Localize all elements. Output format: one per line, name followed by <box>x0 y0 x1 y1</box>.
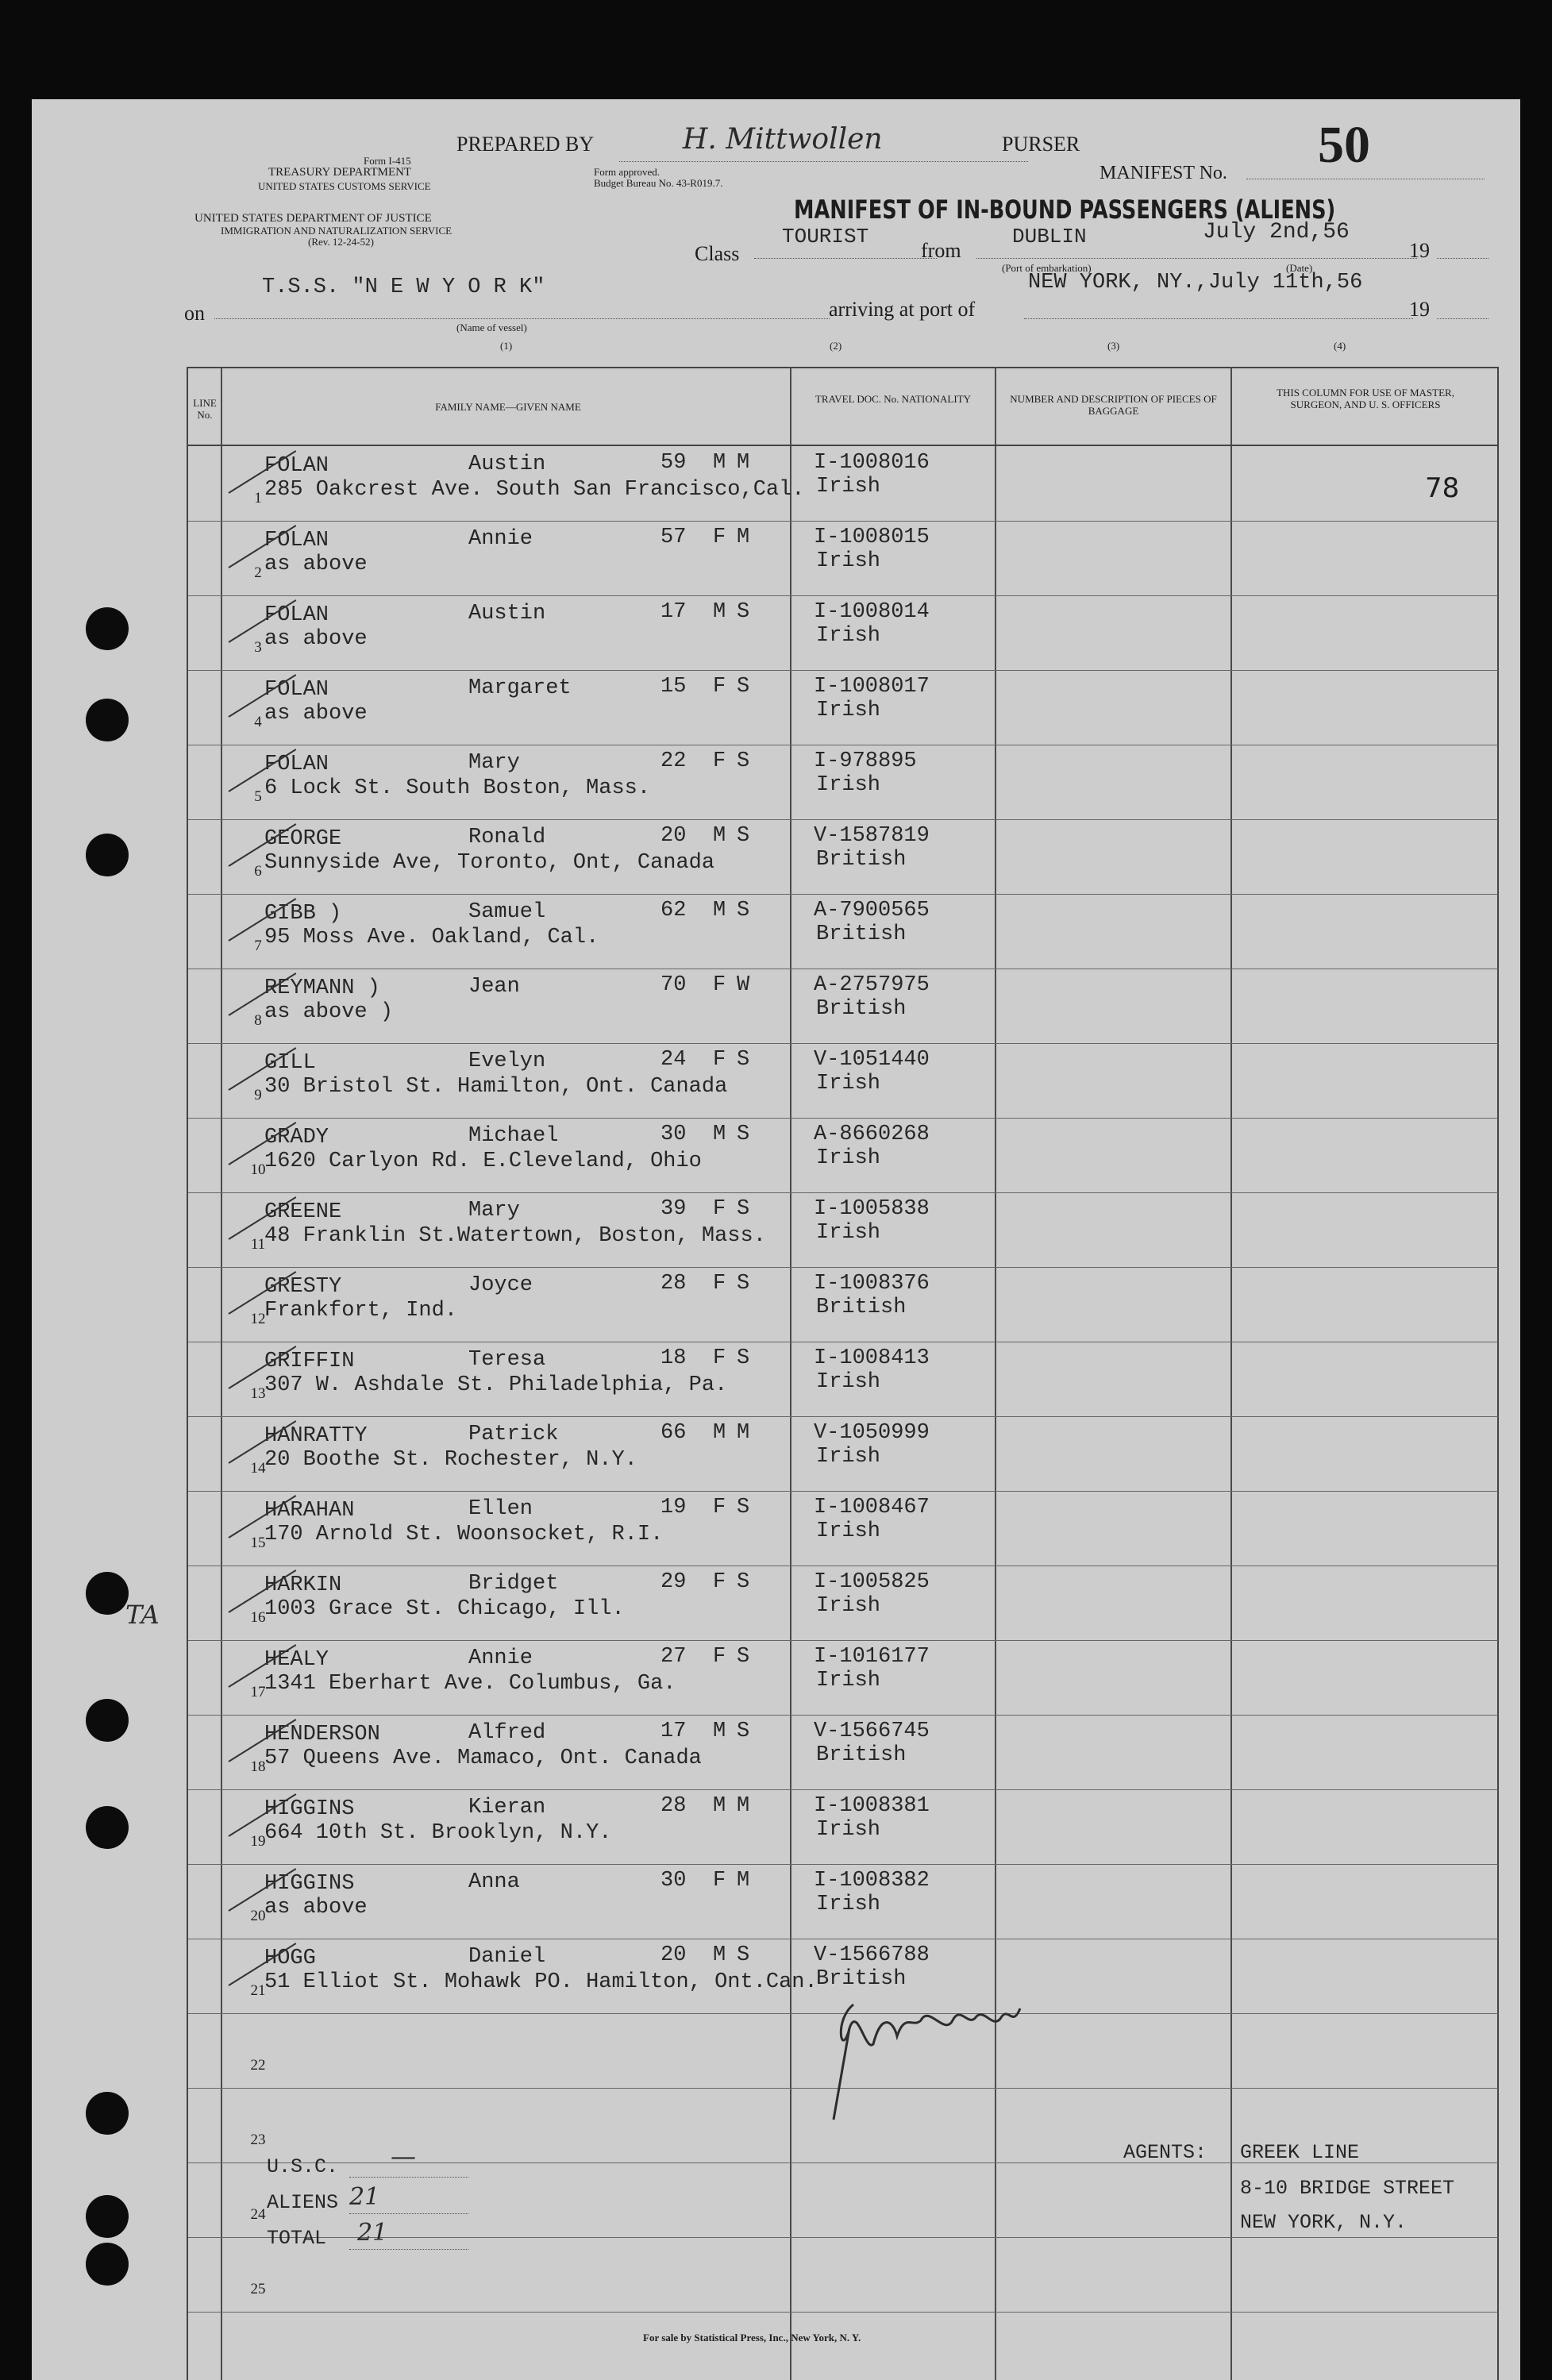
line-number: 17 <box>250 1684 266 1700</box>
age: 22 <box>660 749 687 773</box>
row-divider <box>188 1565 1498 1566</box>
marital-status: S <box>737 824 750 848</box>
travel-doc-number: I-1008014 <box>814 600 930 624</box>
travel-doc-number: A-7900565 <box>814 899 930 922</box>
punch-hole <box>86 2243 129 2286</box>
nationality: Irish <box>816 475 881 499</box>
address: as above <box>264 627 368 651</box>
age: 17 <box>660 1720 687 1743</box>
marital-status: S <box>737 899 750 922</box>
vessel-caption: (Name of vessel) <box>456 322 527 333</box>
line-number: 18 <box>250 1758 266 1775</box>
column-divider <box>221 367 222 2380</box>
family-name: REYMANN ) <box>264 976 380 1000</box>
from-label: from <box>921 239 961 262</box>
travel-doc-number: V-1566745 <box>814 1720 930 1743</box>
row-divider <box>188 1043 1498 1044</box>
row-divider <box>188 1715 1498 1716</box>
col-head-baggage: NUMBER AND DESCRIPTION OF PIECES OF BAGGAGE <box>1010 393 1217 417</box>
given-name: Evelyn <box>468 1049 546 1073</box>
nationality: Irish <box>816 1221 881 1245</box>
budget-bureau: Budget Bureau No. 43-R019.7. <box>594 177 723 189</box>
age: 70 <box>660 973 687 997</box>
travel-doc-number: I-1008381 <box>814 1794 930 1818</box>
age: 39 <box>660 1197 687 1221</box>
officer-signature <box>818 1973 1103 2132</box>
nationality: British <box>816 1967 907 1991</box>
given-name: Teresa <box>468 1348 546 1372</box>
marital-status: S <box>737 1346 750 1370</box>
sex: M <box>713 1720 726 1743</box>
nationality: Irish <box>816 1594 881 1618</box>
nationality: British <box>816 922 907 946</box>
year-prefix-2: 19 <box>1409 298 1430 321</box>
address: 307 W. Ashdale St. Philadelphia, Pa. <box>264 1373 728 1397</box>
marital-status: S <box>737 1123 750 1146</box>
from-line <box>976 258 1417 259</box>
given-name: Jean <box>468 975 520 999</box>
given-name: Annie <box>468 527 533 551</box>
line-number: 13 <box>250 1385 266 1402</box>
nationality: Irish <box>816 699 881 722</box>
line-number: 16 <box>250 1609 266 1626</box>
col-head-line-no: LINE No. <box>193 397 217 421</box>
sex: M <box>713 1943 726 1967</box>
travel-doc-number: I-1005825 <box>814 1570 930 1594</box>
address: 1003 Grace St. Chicago, Ill. <box>264 1597 625 1621</box>
age: 20 <box>660 1943 687 1967</box>
port-embarkation-caption: (Port of embarkation) <box>1002 262 1092 274</box>
prepared-by-line <box>619 161 1028 162</box>
manifest-title: MANIFEST OF IN-BOUND PASSENGERS (ALIENS) <box>794 194 1336 225</box>
row-divider <box>188 1640 1498 1641</box>
sex: F <box>713 1197 726 1221</box>
sex: M <box>713 899 726 922</box>
justice-department: UNITED STATES DEPARTMENT OF JUSTICE <box>194 212 432 225</box>
purser-label: PURSER <box>1002 133 1080 156</box>
address: 170 Arnold St. Woonsocket, R.I. <box>264 1523 664 1546</box>
line-number: 19 <box>250 1833 266 1850</box>
line-number: 2 <box>254 564 262 581</box>
sex: M <box>713 1794 726 1818</box>
row-divider <box>188 670 1498 671</box>
line-number: 10 <box>250 1161 266 1178</box>
nationality: British <box>816 848 907 872</box>
line-number: 24 <box>250 2206 266 2223</box>
col-num-3: (3) <box>1107 340 1120 352</box>
address: 664 10th St. Brooklyn, N.Y. <box>264 1821 612 1845</box>
marital-status: S <box>737 1570 750 1594</box>
family-name: FOLAN <box>264 678 329 702</box>
nationality: Irish <box>816 1072 881 1096</box>
given-name: Austin <box>468 602 546 626</box>
manifest-sheet <box>32 99 1520 2380</box>
row-divider <box>188 1118 1498 1119</box>
family-name: FOLAN <box>264 454 329 478</box>
sex: M <box>713 1421 726 1445</box>
address: Sunnyside Ave, Toronto, Ont, Canada <box>264 851 715 875</box>
address: as above <box>264 702 368 726</box>
family-name: GRADY <box>264 1126 329 1150</box>
marital-status: S <box>737 1272 750 1296</box>
travel-doc-number: I-1008376 <box>814 1272 930 1296</box>
given-name: Michael <box>468 1124 559 1148</box>
age: 28 <box>660 1272 687 1296</box>
class-line <box>754 258 937 259</box>
travel-doc-number: I-1008016 <box>814 451 930 475</box>
usc-line <box>349 2177 468 2178</box>
age: 29 <box>660 1570 687 1594</box>
line-number: 21 <box>250 1982 266 1999</box>
on-label: on <box>184 302 205 325</box>
row-divider <box>188 2312 1498 2313</box>
travel-doc-number: I-1005838 <box>814 1197 930 1221</box>
family-name: GRESTY <box>264 1275 342 1299</box>
age: 57 <box>660 526 687 549</box>
punch-hole <box>86 2092 129 2135</box>
arrival-line <box>1024 318 1413 319</box>
purser-signature: H. Mittwollen <box>683 123 883 156</box>
customs-service: UNITED STATES CUSTOMS SERVICE <box>258 180 431 192</box>
travel-doc-number: I-1016177 <box>814 1645 930 1669</box>
total-label: TOTAL <box>267 2227 327 2250</box>
family-name: HENDERSON <box>264 1723 380 1746</box>
row-divider <box>188 1789 1498 1790</box>
punch-hole <box>86 1699 129 1742</box>
sex: F <box>713 1570 726 1594</box>
travel-doc-number: V-1050999 <box>814 1421 930 1445</box>
year-prefix-1: 19 <box>1409 239 1430 262</box>
family-name: GRIFFIN <box>264 1350 355 1373</box>
corner-number: 78 <box>1425 472 1460 504</box>
family-name: HEALY <box>264 1648 329 1672</box>
sex: M <box>713 1123 726 1146</box>
line-number: 14 <box>250 1460 266 1477</box>
marital-status: W <box>737 973 750 997</box>
given-name: Margaret <box>468 676 572 700</box>
address: as above <box>264 1896 368 1920</box>
family-name: GIBB ) <box>264 902 342 926</box>
family-name: HARAHAN <box>264 1499 355 1523</box>
col-head-official-use: THIS COLUMN FOR USE OF MASTER, SURGEON, AND U. S. OFFICERS <box>1277 387 1454 410</box>
sex: F <box>713 1272 726 1296</box>
line-number: 3 <box>254 639 262 656</box>
sex: F <box>713 973 726 997</box>
family-name: HIGGINS <box>264 1797 355 1821</box>
line-number: 7 <box>254 938 262 954</box>
col-head-travel-doc: TRAVEL DOC. No. NATIONALITY <box>815 393 972 405</box>
manifest-number: 50 <box>1318 116 1370 174</box>
aliens-line <box>349 2213 468 2214</box>
column-divider <box>790 367 791 2380</box>
nationality: Irish <box>816 1445 881 1469</box>
line-number: 11 <box>250 1236 266 1253</box>
arriving-label: arriving at port of <box>829 298 976 321</box>
family-name: FOLAN <box>264 753 329 776</box>
line-number: 25 <box>250 2281 266 2297</box>
address: 20 Boothe St. Rochester, N.Y. <box>264 1448 637 1472</box>
sex: F <box>713 1869 726 1893</box>
age: 66 <box>660 1421 687 1445</box>
col-num-1: (1) <box>500 340 513 352</box>
margin-mark: TA <box>125 1600 160 1630</box>
given-name: Annie <box>468 1646 533 1670</box>
given-name: Mary <box>468 1199 520 1223</box>
age: 27 <box>660 1645 687 1669</box>
prepared-by-label: PREPARED BY <box>456 133 595 156</box>
age: 24 <box>660 1048 687 1072</box>
sex: M <box>713 824 726 848</box>
row-divider <box>188 521 1498 522</box>
address: 285 Oakcrest Ave. South San Francisco,Cal. <box>264 478 805 502</box>
marital-status: M <box>737 1794 750 1818</box>
line-number: 1 <box>254 490 262 506</box>
nationality: Irish <box>816 1893 881 1916</box>
agent-city: NEW YORK, N.Y. <box>1240 2211 1408 2234</box>
class-value: TOURIST <box>782 225 869 248</box>
marital-status: M <box>737 526 750 549</box>
family-name: FOLAN <box>264 529 329 553</box>
form-number: Form I-415 <box>364 155 411 167</box>
family-name: GREENE <box>264 1200 342 1224</box>
travel-doc-number: I-1008017 <box>814 675 930 699</box>
line-number: 15 <box>250 1535 266 1551</box>
given-name: Ellen <box>468 1497 533 1521</box>
line-number: 22 <box>250 2057 266 2074</box>
nationality: Irish <box>816 1146 881 1170</box>
sex: F <box>713 675 726 699</box>
given-name: Bridget <box>468 1572 559 1596</box>
given-name: Daniel <box>468 1945 546 1969</box>
line-number: 4 <box>254 714 262 730</box>
vessel-line <box>214 318 830 319</box>
punch-hole <box>86 1572 129 1615</box>
sex: F <box>713 1496 726 1519</box>
address: as above ) <box>264 1000 394 1024</box>
family-name: HIGGINS <box>264 1872 355 1896</box>
col-head-name: FAMILY NAME—GIVEN NAME <box>435 401 581 413</box>
marital-status: S <box>737 1048 750 1072</box>
punch-hole <box>86 834 129 876</box>
marital-status: S <box>737 1496 750 1519</box>
line-number: 12 <box>250 1311 266 1327</box>
address: 57 Queens Ave. Mamaco, Ont. Canada <box>264 1746 702 1770</box>
from-port: DUBLIN <box>1012 225 1087 248</box>
arrival-port: NEW YORK, NY.,July 11th,56 <box>1028 271 1363 295</box>
row-divider <box>188 1192 1498 1193</box>
vessel-name: T.S.S. "N E W Y O R K" <box>262 275 545 299</box>
sex: F <box>713 526 726 549</box>
header-rule <box>188 445 1498 446</box>
address: Frankfort, Ind. <box>264 1299 458 1323</box>
immigration-service: IMMIGRATION AND NATURALIZATION SERVICE <box>221 225 453 237</box>
sex: F <box>713 1346 726 1370</box>
marital-status: S <box>737 1197 750 1221</box>
given-name: Joyce <box>468 1273 533 1297</box>
manifest-no-label: MANIFEST No. <box>1099 163 1227 183</box>
marital-status: S <box>737 675 750 699</box>
age: 30 <box>660 1123 687 1146</box>
line-number: 8 <box>254 1012 262 1029</box>
year-line-2 <box>1437 318 1488 319</box>
marital-status: M <box>737 1869 750 1893</box>
nationality: Irish <box>816 1370 881 1394</box>
agent-name: GREEK LINE <box>1240 2141 1360 2164</box>
departure-date: July 2nd,56 <box>1203 220 1350 245</box>
travel-doc-number: V-1587819 <box>814 824 930 848</box>
address: 1620 Carlyon Rd. E.Cleveland, Ohio <box>264 1150 702 1173</box>
total-line <box>349 2249 468 2250</box>
address: 51 Elliot St. Mohawk PO. Hamilton, Ont.Can. <box>264 1970 818 1994</box>
sex: M <box>713 451 726 475</box>
line-number: 5 <box>254 788 262 805</box>
agent-street: 8-10 BRIDGE STREET <box>1240 2177 1455 2200</box>
nationality: Irish <box>816 1818 881 1842</box>
address: 30 Bristol St. Hamilton, Ont. Canada <box>264 1075 728 1099</box>
total-value: 21 <box>357 2219 388 2247</box>
sex: F <box>713 1048 726 1072</box>
date-caption: (Date) <box>1286 262 1313 274</box>
form-revision: (Rev. 12-24-52) <box>308 236 374 248</box>
age: 19 <box>660 1496 687 1519</box>
age: 59 <box>660 451 687 475</box>
address: 95 Moss Ave. Oakland, Cal. <box>264 926 599 949</box>
marital-status: S <box>737 749 750 773</box>
line-number: 20 <box>250 1908 266 1924</box>
nationality: British <box>816 1296 907 1319</box>
column-divider <box>1230 367 1232 2380</box>
punch-hole <box>86 2195 129 2238</box>
agents-label: AGENTS: <box>1123 2141 1207 2164</box>
row-divider <box>188 1864 1498 1865</box>
marital-status: S <box>737 600 750 624</box>
line-number: 9 <box>254 1087 262 1103</box>
given-name: Patrick <box>468 1423 559 1446</box>
travel-doc-number: I-1008015 <box>814 526 930 549</box>
nationality: Irish <box>816 549 881 573</box>
given-name: Mary <box>468 751 520 775</box>
travel-doc-number: I-978895 <box>814 749 917 773</box>
marital-status: S <box>737 1645 750 1669</box>
given-name: Anna <box>468 1870 520 1894</box>
sex: F <box>713 749 726 773</box>
sex: F <box>713 1645 726 1669</box>
line-number: 23 <box>250 2132 266 2148</box>
row-divider <box>188 819 1498 820</box>
nationality: British <box>816 1743 907 1767</box>
travel-doc-number: I-1008413 <box>814 1346 930 1370</box>
marital-status: S <box>737 1720 750 1743</box>
address: 6 Lock St. South Boston, Mass. <box>264 776 651 800</box>
travel-doc-number: V-1566788 <box>814 1943 930 1967</box>
given-name: Kieran <box>468 1796 546 1820</box>
nationality: Irish <box>816 624 881 648</box>
family-name: FOLAN <box>264 603 329 627</box>
travel-doc-number: I-1008382 <box>814 1869 930 1893</box>
given-name: Austin <box>468 453 546 476</box>
family-name: GEORGE <box>264 827 342 851</box>
age: 20 <box>660 824 687 848</box>
age: 62 <box>660 899 687 922</box>
travel-doc-number: A-2757975 <box>814 973 930 997</box>
col-num-2: (2) <box>830 340 842 352</box>
class-label: Class <box>695 242 740 265</box>
sex: M <box>713 600 726 624</box>
nationality: British <box>816 997 907 1021</box>
family-name: HANRATTY <box>264 1424 368 1448</box>
age: 17 <box>660 600 687 624</box>
travel-doc-number: I-1008467 <box>814 1496 930 1519</box>
punch-hole <box>86 699 129 741</box>
punch-hole <box>86 607 129 650</box>
row-divider <box>188 595 1498 596</box>
family-name: GILL <box>264 1051 316 1075</box>
row-divider <box>188 1267 1498 1268</box>
line-number: 6 <box>254 863 262 880</box>
usc-value: — <box>391 2141 416 2171</box>
address: 48 Franklin St.Watertown, Boston, Mass. <box>264 1224 766 1248</box>
punch-hole <box>86 1806 129 1849</box>
address: 1341 Eberhart Ave. Columbus, Ga. <box>264 1672 676 1696</box>
usc-label: U.S.C. <box>267 2155 339 2178</box>
marital-status: M <box>737 451 750 475</box>
age: 30 <box>660 1869 687 1893</box>
row-divider <box>188 894 1498 895</box>
year-line-1 <box>1437 258 1488 259</box>
given-name: Samuel <box>468 900 546 924</box>
marital-status: S <box>737 1943 750 1967</box>
address: as above <box>264 553 368 576</box>
age: 15 <box>660 675 687 699</box>
form-approved: Form approved. <box>594 166 660 178</box>
aliens-value: 21 <box>349 2183 380 2211</box>
travel-doc-number: A-8660268 <box>814 1123 930 1146</box>
aliens-label: ALIENS <box>267 2191 339 2214</box>
treasury-department: TREASURY DEPARTMENT <box>268 166 412 179</box>
age: 18 <box>660 1346 687 1370</box>
marital-status: M <box>737 1421 750 1445</box>
footer-note: For sale by Statistical Press, Inc., New York, N. Y. <box>643 2332 861 2343</box>
nationality: Irish <box>816 1519 881 1543</box>
given-name: Alfred <box>468 1721 546 1745</box>
col-num-4: (4) <box>1334 340 1346 352</box>
family-name: HOGG <box>264 1947 316 1970</box>
nationality: Irish <box>816 773 881 797</box>
given-name: Ronald <box>468 826 546 849</box>
row-divider <box>188 1491 1498 1492</box>
nationality: Irish <box>816 1669 881 1693</box>
row-divider <box>188 1416 1498 1417</box>
travel-doc-number: V-1051440 <box>814 1048 930 1072</box>
age: 28 <box>660 1794 687 1818</box>
family-name: HARKIN <box>264 1573 342 1597</box>
